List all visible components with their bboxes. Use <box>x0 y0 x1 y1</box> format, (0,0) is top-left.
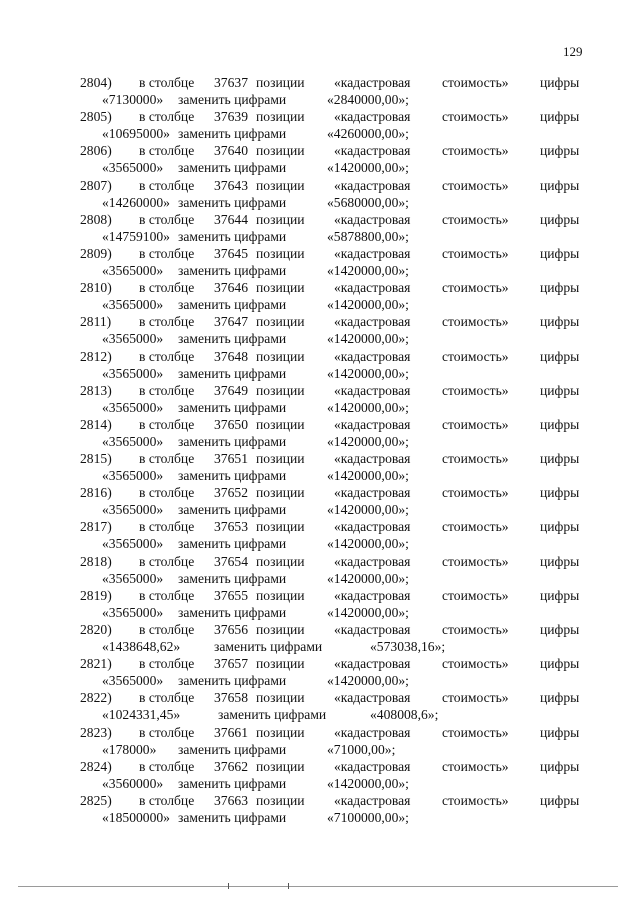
footer-tick-right <box>288 883 289 889</box>
column-number: 37640 <box>214 143 248 159</box>
position-word: позиции <box>256 485 305 501</box>
cadastral-word: «кадастровая <box>334 348 411 364</box>
new-value: «1420000,00»; <box>327 262 409 278</box>
value-word: стоимость» <box>442 451 509 467</box>
cadastral-word: «кадастровая <box>334 690 411 706</box>
old-value: «3565000» <box>102 468 164 484</box>
digits-word: цифры <box>540 690 580 706</box>
old-value: «178000» <box>102 741 157 757</box>
value-word: стоимость» <box>442 724 509 740</box>
column-number: 37646 <box>214 280 248 296</box>
entry-number: 2806) <box>80 143 112 159</box>
digits-word: цифры <box>540 245 580 261</box>
new-value: «1420000,00»; <box>327 433 409 449</box>
entry-line-2 <box>0 194 639 211</box>
new-value: «1420000,00»; <box>327 570 409 586</box>
old-value: «3565000» <box>102 331 164 347</box>
replace-phrase: заменить цифрами <box>178 536 287 552</box>
entry-line-1 <box>0 724 639 741</box>
replace-phrase: заменить цифрами <box>178 741 287 757</box>
replace-phrase: заменить цифрами <box>178 468 287 484</box>
digits-word: цифры <box>540 75 580 90</box>
new-value: «1420000,00»; <box>327 502 409 518</box>
value-word: стоимость» <box>442 245 509 261</box>
new-value: «1420000,00»; <box>327 604 409 620</box>
value-word: стоимость» <box>442 348 509 364</box>
new-value: «1420000,00»; <box>327 160 409 176</box>
position-word: позиции <box>256 416 305 432</box>
value-word: стоимость» <box>442 211 509 227</box>
column-word: в столбце <box>139 314 195 330</box>
position-word: позиции <box>256 519 305 535</box>
new-value: «5680000,00»; <box>327 194 409 210</box>
old-value: «3565000» <box>102 604 164 620</box>
entry-line-1 <box>0 177 639 194</box>
entry-line-1 <box>0 792 639 809</box>
position-word: позиции <box>256 792 305 808</box>
column-number: 37661 <box>214 724 248 740</box>
entry-line-1 <box>0 655 639 672</box>
replace-phrase: заменить цифрами <box>178 775 287 791</box>
entry-line-2 <box>0 433 639 450</box>
old-value: «18500000» <box>102 809 170 825</box>
entry-line-2 <box>0 365 639 382</box>
position-word: позиции <box>256 382 305 398</box>
entry-number: 2821) <box>80 656 112 672</box>
new-value: «1420000,00»; <box>327 365 409 381</box>
entry-line-1 <box>0 245 639 262</box>
old-value: «1024331,45» <box>102 707 181 723</box>
position-word: позиции <box>256 314 305 330</box>
replace-phrase: заменить цифрами <box>178 126 287 142</box>
position-word: позиции <box>256 75 305 90</box>
position-word: позиции <box>256 656 305 672</box>
replace-phrase: заменить цифрами <box>178 228 287 244</box>
replace-phrase: заменить цифрами <box>178 92 287 107</box>
amendment-entry <box>0 382 639 416</box>
column-word: в столбце <box>139 416 195 432</box>
new-value: «1420000,00»; <box>327 468 409 484</box>
column-number: 37656 <box>214 622 248 637</box>
column-number: 37663 <box>214 792 248 808</box>
value-word: стоимость» <box>442 792 509 808</box>
column-number: 37645 <box>214 245 248 261</box>
value-word: стоимость» <box>442 280 509 296</box>
value-word: стоимость» <box>442 485 509 501</box>
entry-line-2 <box>0 672 639 689</box>
replace-phrase: заменить цифрами <box>178 297 287 313</box>
value-word: стоимость» <box>442 382 509 398</box>
position-word: позиции <box>256 143 305 159</box>
column-word: в столбце <box>139 622 195 637</box>
column-word: в столбце <box>139 177 195 193</box>
replace-phrase: заменить цифрами <box>178 604 287 620</box>
entry-number: 2825) <box>80 792 112 808</box>
position-word: позиции <box>256 758 305 774</box>
footer-rule <box>18 886 618 887</box>
old-value: «3565000» <box>102 160 164 176</box>
entry-line-1 <box>0 450 639 467</box>
column-word: в столбце <box>139 245 195 261</box>
entry-line-1 <box>0 553 639 570</box>
old-value: «3565000» <box>102 399 164 415</box>
column-number: 37654 <box>214 553 248 569</box>
entry-line-2 <box>0 262 639 279</box>
cadastral-word: «кадастровая <box>334 587 411 603</box>
position-word: позиции <box>256 348 305 364</box>
column-word: в столбце <box>139 656 195 672</box>
old-value: «3565000» <box>102 365 164 381</box>
digits-word: цифры <box>540 656 580 672</box>
digits-word: цифры <box>540 382 580 398</box>
entry-line-1 <box>0 348 639 365</box>
amendment-entry <box>0 313 639 347</box>
digits-word: цифры <box>540 211 580 227</box>
replace-phrase: заменить цифрами <box>218 707 327 723</box>
old-value: «3565000» <box>102 502 164 518</box>
entry-line-1 <box>0 74 639 91</box>
cadastral-word: «кадастровая <box>334 792 411 808</box>
column-word: в столбце <box>139 485 195 501</box>
digits-word: цифры <box>540 519 580 535</box>
replace-phrase: заменить цифрами <box>178 570 287 586</box>
entry-line-2 <box>0 125 639 142</box>
digits-word: цифры <box>540 109 580 125</box>
column-number: 37648 <box>214 348 248 364</box>
entry-number: 2807) <box>80 177 112 193</box>
footer-tick-left <box>228 883 229 889</box>
amendment-entry <box>0 758 639 792</box>
column-word: в столбце <box>139 143 195 159</box>
entry-line-2 <box>0 91 639 108</box>
entry-line-2 <box>0 330 639 347</box>
column-number: 37649 <box>214 382 248 398</box>
entry-number: 2812) <box>80 348 112 364</box>
amendment-entry <box>0 211 639 245</box>
entry-line-2 <box>0 638 639 655</box>
value-word: стоимость» <box>442 75 509 90</box>
entry-line-1 <box>0 416 639 433</box>
replace-phrase: заменить цифрами <box>178 809 287 825</box>
column-word: в столбце <box>139 553 195 569</box>
cadastral-word: «кадастровая <box>334 758 411 774</box>
new-value: «1420000,00»; <box>327 775 409 791</box>
column-word: в столбце <box>139 758 195 774</box>
position-word: позиции <box>256 587 305 603</box>
replace-phrase: заменить цифрами <box>214 639 323 654</box>
old-value: «3565000» <box>102 570 164 586</box>
column-number: 37651 <box>214 451 248 467</box>
entry-line-2 <box>0 706 639 723</box>
position-word: позиции <box>256 622 305 637</box>
cadastral-word: «кадастровая <box>334 211 411 227</box>
entry-line-1 <box>0 621 639 638</box>
cadastral-word: «кадастровая <box>334 416 411 432</box>
new-value: «7100000,00»; <box>327 809 409 825</box>
position-word: позиции <box>256 724 305 740</box>
column-word: в столбце <box>139 109 195 125</box>
digits-word: цифры <box>540 416 580 432</box>
position-word: позиции <box>256 109 305 125</box>
column-number: 37657 <box>214 656 248 672</box>
value-word: стоимость» <box>442 758 509 774</box>
value-word: стоимость» <box>442 519 509 535</box>
entry-line-2 <box>0 159 639 176</box>
entry-line-1 <box>0 758 639 775</box>
digits-word: цифры <box>540 758 580 774</box>
entry-line-1 <box>0 518 639 535</box>
value-word: стоимость» <box>442 656 509 672</box>
column-word: в столбце <box>139 382 195 398</box>
old-value: «1438648,62» <box>102 639 181 654</box>
entry-number: 2823) <box>80 724 112 740</box>
new-value: «1420000,00»; <box>327 297 409 313</box>
position-word: позиции <box>256 177 305 193</box>
amendment-list <box>0 74 639 826</box>
cadastral-word: «кадастровая <box>334 553 411 569</box>
cadastral-word: «кадастровая <box>334 109 411 125</box>
entry-line-1 <box>0 484 639 501</box>
entry-number: 2809) <box>80 245 112 261</box>
new-value: «5878800,00»; <box>327 228 409 244</box>
amendment-entry <box>0 245 639 279</box>
column-word: в столбце <box>139 587 195 603</box>
entry-number: 2813) <box>80 382 112 398</box>
amendment-entry <box>0 484 639 518</box>
column-number: 37643 <box>214 177 248 193</box>
amendment-entry <box>0 74 639 108</box>
replace-phrase: заменить цифрами <box>178 399 287 415</box>
value-word: стоимость» <box>442 314 509 330</box>
digits-word: цифры <box>540 177 580 193</box>
new-value: «573038,16»; <box>370 639 446 654</box>
entry-line-1 <box>0 587 639 604</box>
digits-word: цифры <box>540 622 580 637</box>
page-number: 129 <box>563 44 583 59</box>
amendment-entry <box>0 416 639 450</box>
position-word: позиции <box>256 451 305 467</box>
cadastral-word: «кадастровая <box>334 485 411 501</box>
column-number: 37652 <box>214 485 248 501</box>
amendment-entry <box>0 518 639 552</box>
cadastral-word: «кадастровая <box>334 382 411 398</box>
old-value: «14759100» <box>102 228 170 244</box>
old-value: «3565000» <box>102 297 164 313</box>
digits-word: цифры <box>540 485 580 501</box>
entry-line-1 <box>0 108 639 125</box>
digits-word: цифры <box>540 314 580 330</box>
column-word: в столбце <box>139 280 195 296</box>
entry-number: 2819) <box>80 587 112 603</box>
column-number: 37650 <box>214 416 248 432</box>
digits-word: цифры <box>540 587 580 603</box>
entry-number: 2811) <box>80 314 112 330</box>
digits-word: цифры <box>540 451 580 467</box>
entry-number: 2817) <box>80 519 112 535</box>
entry-line-2 <box>0 809 639 826</box>
value-word: стоимость» <box>442 416 509 432</box>
amendment-entry <box>0 792 639 826</box>
entry-number: 2820) <box>80 622 112 637</box>
amendment-entry <box>0 142 639 176</box>
entry-line-1 <box>0 142 639 159</box>
position-word: позиции <box>256 245 305 261</box>
entry-number: 2814) <box>80 416 112 432</box>
cadastral-word: «кадастровая <box>334 519 411 535</box>
cadastral-word: «кадастровая <box>334 75 411 90</box>
old-value: «14260000» <box>102 194 170 210</box>
entry-line-1 <box>0 211 639 228</box>
cadastral-word: «кадастровая <box>334 314 411 330</box>
old-value: «3565000» <box>102 673 164 689</box>
column-word: в столбце <box>139 348 195 364</box>
cadastral-word: «кадастровая <box>334 280 411 296</box>
column-word: в столбце <box>139 75 195 90</box>
old-value: «3565000» <box>102 262 164 278</box>
entry-number: 2822) <box>80 690 112 706</box>
new-value: «4260000,00»; <box>327 126 409 142</box>
old-value: «7130000» <box>102 92 164 107</box>
replace-phrase: заменить цифрами <box>178 673 287 689</box>
replace-phrase: заменить цифрами <box>178 331 287 347</box>
new-value: «1420000,00»; <box>327 331 409 347</box>
entry-number: 2815) <box>80 451 112 467</box>
value-word: стоимость» <box>442 177 509 193</box>
entry-line-2 <box>0 604 639 621</box>
column-number: 37637 <box>214 75 248 90</box>
entry-line-2 <box>0 570 639 587</box>
column-number: 37658 <box>214 690 248 706</box>
amendment-entry <box>0 553 639 587</box>
column-word: в столбце <box>139 792 195 808</box>
value-word: стоимость» <box>442 109 509 125</box>
entry-number: 2808) <box>80 211 112 227</box>
column-word: в столбце <box>139 451 195 467</box>
entry-line-2 <box>0 535 639 552</box>
amendment-entry <box>0 587 639 621</box>
entry-line-2 <box>0 228 639 245</box>
column-word: в столбце <box>139 519 195 535</box>
column-word: в столбце <box>139 211 195 227</box>
replace-phrase: заменить цифрами <box>178 262 287 278</box>
old-value: «3565000» <box>102 536 164 552</box>
new-value: «71000,00»; <box>327 741 396 757</box>
column-number: 37644 <box>214 211 248 227</box>
column-word: в столбце <box>139 724 195 740</box>
entry-line-2 <box>0 741 639 758</box>
column-number: 37647 <box>214 314 248 330</box>
new-value: «408008,6»; <box>370 707 439 723</box>
cadastral-word: «кадастровая <box>334 451 411 467</box>
cadastral-word: «кадастровая <box>334 656 411 672</box>
amendment-entry <box>0 348 639 382</box>
replace-phrase: заменить цифрами <box>178 502 287 518</box>
entry-line-2 <box>0 775 639 792</box>
position-word: позиции <box>256 553 305 569</box>
digits-word: цифры <box>540 280 580 296</box>
amendment-entry <box>0 689 639 723</box>
entry-line-2 <box>0 501 639 518</box>
entry-line-1 <box>0 382 639 399</box>
amendment-entry <box>0 655 639 689</box>
amendment-entry <box>0 724 639 758</box>
entry-line-2 <box>0 296 639 313</box>
old-value: «10695000» <box>102 126 170 142</box>
entry-line-1 <box>0 313 639 330</box>
amendment-entry <box>0 621 639 655</box>
entry-number: 2824) <box>80 758 112 774</box>
entry-line-2 <box>0 467 639 484</box>
entry-line-2 <box>0 399 639 416</box>
value-word: стоимость» <box>442 553 509 569</box>
entry-line-1 <box>0 279 639 296</box>
new-value: «2840000,00»; <box>327 92 409 107</box>
position-word: позиции <box>256 280 305 296</box>
column-number: 37639 <box>214 109 248 125</box>
replace-phrase: заменить цифрами <box>178 433 287 449</box>
column-number: 37655 <box>214 587 248 603</box>
cadastral-word: «кадастровая <box>334 143 411 159</box>
cadastral-word: «кадастровая <box>334 177 411 193</box>
new-value: «1420000,00»; <box>327 399 409 415</box>
value-word: стоимость» <box>442 690 509 706</box>
value-word: стоимость» <box>442 587 509 603</box>
column-word: в столбце <box>139 690 195 706</box>
replace-phrase: заменить цифрами <box>178 365 287 381</box>
old-value: «3565000» <box>102 433 164 449</box>
new-value: «1420000,00»; <box>327 673 409 689</box>
old-value: «3560000» <box>102 775 164 791</box>
column-number: 37653 <box>214 519 248 535</box>
entry-number: 2816) <box>80 485 112 501</box>
digits-word: цифры <box>540 348 580 364</box>
digits-word: цифры <box>540 143 580 159</box>
entry-line-1 <box>0 689 639 706</box>
position-word: позиции <box>256 690 305 706</box>
value-word: стоимость» <box>442 622 509 637</box>
entry-number: 2804) <box>80 75 112 90</box>
digits-word: цифры <box>540 724 580 740</box>
cadastral-word: «кадастровая <box>334 245 411 261</box>
amendment-entry <box>0 279 639 313</box>
replace-phrase: заменить цифрами <box>178 194 287 210</box>
entry-number: 2805) <box>80 109 112 125</box>
entry-number: 2810) <box>80 280 112 296</box>
entry-number: 2818) <box>80 553 112 569</box>
digits-word: цифры <box>540 792 580 808</box>
new-value: «1420000,00»; <box>327 536 409 552</box>
cadastral-word: «кадастровая <box>334 622 411 637</box>
digits-word: цифры <box>540 553 580 569</box>
column-number: 37662 <box>214 758 248 774</box>
amendment-entry <box>0 450 639 484</box>
value-word: стоимость» <box>442 143 509 159</box>
amendment-entry <box>0 108 639 142</box>
amendment-entry <box>0 177 639 211</box>
position-word: позиции <box>256 211 305 227</box>
cadastral-word: «кадастровая <box>334 724 411 740</box>
replace-phrase: заменить цифрами <box>178 160 287 176</box>
